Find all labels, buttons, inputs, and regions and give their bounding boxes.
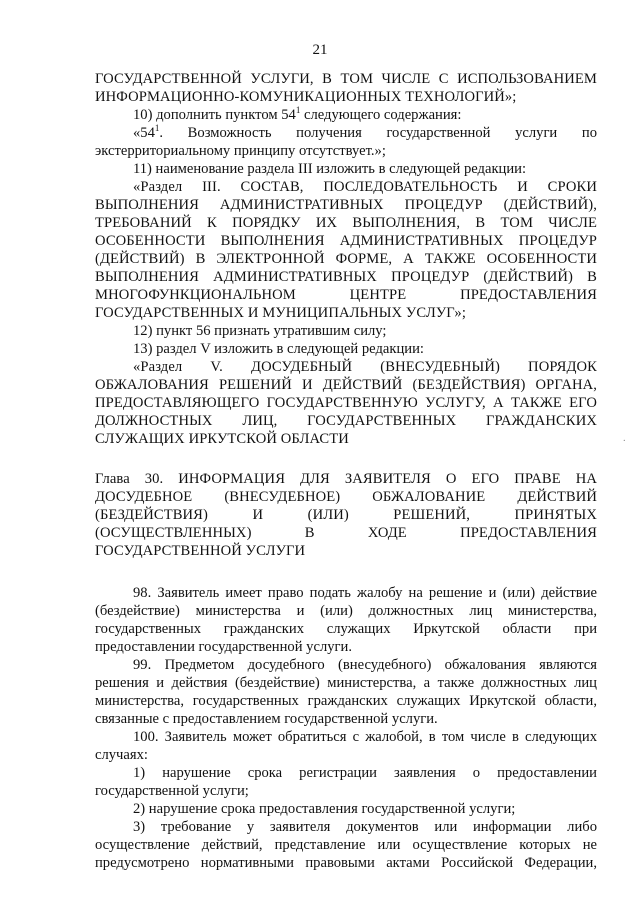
spacer	[95, 448, 597, 470]
text-line: ОБЖАЛОВАНИЯ РЕШЕНИЙ И ДЕЙСТВИЙ (БЕЗДЕЙСТВИЯ) ОРГАНА,	[95, 377, 597, 393]
text-line	[95, 106, 597, 124]
text-line: ВЫПОЛНЕНИЯ АДМИНИСТРАТИВНЫХ ПРОЦЕДУР (ДЕЙСТВИЙ) В	[95, 269, 597, 285]
chapter-heading-line: Глава 30. ИНФОРМАЦИЯ ДЛЯ ЗАЯВИТЕЛЯ О ЕГО ПРАВЕ НА	[95, 471, 597, 487]
text-line: ИНФОРМАЦИОННО-КОМУНИКАЦИОННЫХ ТЕХНОЛОГИЙ»;	[95, 89, 517, 105]
text-line: «Раздел III. СОСТАВ, ПОСЛЕДОВАТЕЛЬНОСТЬ И СРОКИ	[133, 179, 597, 195]
text-line: осуществление действий, представление или осуществление которых не	[95, 837, 597, 853]
text-line: 1) нарушение срока регистрации заявления о предоставлении	[133, 765, 597, 781]
text-line: 99. Предметом досудебного (внесудебного) обжалования являются	[133, 657, 597, 673]
text-fragment: «54	[133, 125, 155, 141]
text-line: 98. Заявитель имеет право подать жалобу на решение и (или) действие	[133, 585, 597, 601]
text-line: ГОСУДАРСТВЕННЫХ И МУНИЦИПАЛЬНЫХ УСЛУГ»;	[95, 305, 466, 321]
text-line	[95, 124, 597, 142]
chapter-heading-line: ГОСУДАРСТВЕННОЙ УСЛУГИ	[95, 543, 306, 559]
text-line: ПРЕДОСТАВЛЯЮЩЕГО ГОСУДАРСТВЕННУЮ УСЛУГУ, А ТАКЖЕ ЕГО	[95, 395, 597, 411]
text-line: случаях:	[95, 747, 148, 763]
text-line: предусмотрено нормативными правовыми актами Российской Федерации,	[95, 855, 597, 871]
text-line: министерства, государственных гражданских служащих Иркутской области,	[95, 693, 597, 709]
chapter-heading-line: (ОСУЩЕСТВЛЕННЫХ) В ХОДЕ ПРЕДОСТАВЛЕНИЯ	[95, 525, 597, 541]
text-line: (бездействие) министерства и (или) должностных лиц министерства,	[95, 603, 597, 619]
text-line: связанные с предоставлением государственной услуги.	[95, 711, 438, 727]
chapter-heading-line: ДОСУДЕБНОЕ (ВНЕСУДЕБНОЕ) ОБЖАЛОВАНИЕ ДЕЙСТВИЙ	[95, 489, 597, 505]
text-line: СЛУЖАЩИХ ИРКУТСКОЙ ОБЛАСТИ	[95, 431, 349, 447]
document-body	[95, 70, 597, 872]
text-line: 2) нарушение срока предоставления государственной услуги;	[133, 801, 516, 817]
text-line: МНОГОФУНКЦИОНАЛЬНОМ ЦЕНТРЕ ПРЕДОСТАВЛЕНИЯ	[95, 287, 597, 303]
spacer	[95, 560, 597, 584]
text-fragment: 10) дополнить пунктом 54	[133, 107, 296, 123]
text-line: ОСОБЕННОСТИ ВЫПОЛНЕНИЯ АДМИНИСТРАТИВНЫХ ПРОЦЕДУР	[95, 233, 597, 249]
text-line: ДОЛЖНОСТНЫХ ЛИЦ, ГОСУДАРСТВЕННЫХ ГРАЖДАНСКИХ	[95, 413, 597, 429]
page-number: 21	[312, 42, 328, 58]
superscript: 1	[154, 123, 160, 134]
chapter-heading-line: (БЕЗДЕЙСТВИЯ) И (ИЛИ) РЕШЕНИЙ, ПРИНЯТЫХ	[95, 507, 597, 523]
text-line: государственных гражданских служащих Иркутской области при	[95, 621, 597, 637]
text-fragment: . Возможность получения государственной услуги по	[159, 125, 597, 141]
text-fragment: следующего содержания:	[300, 107, 462, 123]
text-line: 11) наименование раздела III изложить в следующей редакции:	[133, 161, 527, 177]
superscript: 1	[295, 105, 301, 116]
text-line: предоставлении государственной услуги.	[95, 639, 352, 655]
text-line: (ДЕЙСТВИЙ) В ЭЛЕКТРОННОЙ ФОРМЕ, А ТАКЖЕ ОСОБЕННОСТИ	[95, 251, 597, 267]
text-line: 3) требование у заявителя документов или информации либо	[133, 819, 597, 835]
text-line: ТРЕБОВАНИЙ К ПОРЯДКУ ИХ ВЫПОЛНЕНИЯ, В ТОМ ЧИСЛЕ	[95, 215, 597, 231]
scan-mark-icon: ·	[622, 436, 626, 447]
text-line: ВЫПОЛНЕНИЯ АДМИНИСТРАТИВНЫХ ПРОЦЕДУР (ДЕЙСТВИЙ),	[95, 197, 597, 213]
text-line: экстерриториальному принципу отсутствует.»;	[95, 143, 386, 159]
text-line: государственной услуги;	[95, 783, 249, 799]
text-line: «Раздел V. ДОСУДЕБНЫЙ (ВНЕСУДЕБНЫЙ) ПОРЯДОК	[133, 359, 597, 375]
text-line: 13) раздел V изложить в следующей редакции:	[133, 341, 424, 357]
text-line: решения и действия (бездействие) министерства, а также должностных лиц	[95, 675, 597, 691]
text-line: 100. Заявитель может обратиться с жалобой, в том числе в следующих	[133, 729, 597, 745]
text-line: ГОСУДАРСТВЕННОЙ УСЛУГИ, В ТОМ ЧИСЛЕ С ИСПОЛЬЗОВАНИЕМ	[95, 71, 597, 87]
text-line: 12) пункт 56 признать утратившим силу;	[133, 323, 387, 339]
